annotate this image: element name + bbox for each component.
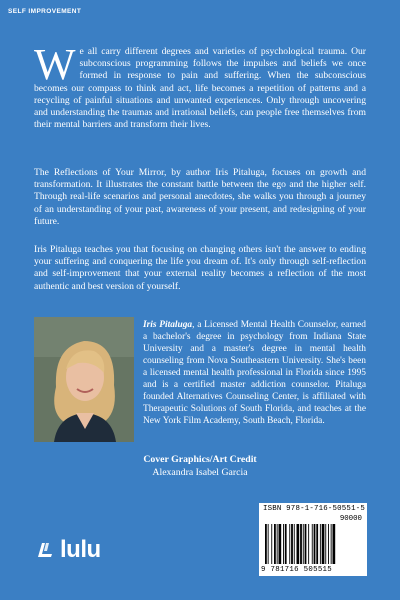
author-photo [34,317,134,442]
barcode-bars [263,524,363,564]
description-paragraph: The Reflections of Your Mirror, by author Iris Pitaluga, focuses on growth and transformation. It illustrates the constant battle between the ego and the higher self. Through real-life scenarios and personal anecdotes, she walks you through a journey of an understanding of your past, awareness of your present, and redesigning of your future. [34,167,366,227]
author-bio [143,319,366,427]
art-credit [0,454,400,479]
intro-paragraph [34,40,366,131]
drop-cap: W [34,40,76,89]
publisher-logo [34,536,101,564]
author-bio-text: , a Licensed Mental Health Counselor, earned a bachelor's degree in psychology from Indiana State University and a master's degree in mental health counseling from Nova Southeastern University. She's been a licensed mental health professional in Florida since 1995 and is a certified master addiction counselor. Pitaluga founded Alternatives Counseling Center, is affiliated with Therapeutic Solutions of South Florida, and teaches at the New York Film Academy, South Beach, Florida. [143,320,366,426]
lulu-wordmark: lulu [60,536,101,563]
lulu-mark-icon [34,539,56,561]
author-name: Iris Pitaluga [143,320,193,330]
art-credit-heading: Cover Graphics/Art Credit [143,454,257,465]
isbn-barcode [259,503,367,576]
author-portrait-image [34,317,134,442]
price-code: 90000 [339,515,362,523]
barcode-digits: 9 781716 505515 [261,566,333,574]
art-credit-name: Alexandra Isabel Garcia [152,466,248,478]
isbn-text: ISBN 978-1-716-50551-5 [263,505,365,513]
lesson-paragraph: Iris Pitaluga teaches you that focusing on changing others isn't the answer to ending your suffering and conquering the life you dream of. It's only through self-reflection and self-improvement that your external reality becomes a reflection of the most authentic and best version of yourself. [34,244,366,292]
intro-text: e all carry different degrees and varieties of psychological trauma. Our subconscious programming follows the impulses and beliefs we once formed in response to pain and suffering. When the subconscious becomes our compass to think and act, life becomes a repetition of patterns and a recycling of painful situations and unwanted experiences. Only through uncovering and understanding the traumas and irrational beliefs, can people free themselves from their mental barriers and transform their lives. [34,46,366,131]
category-label: SELF IMPROVEMENT [8,8,82,15]
